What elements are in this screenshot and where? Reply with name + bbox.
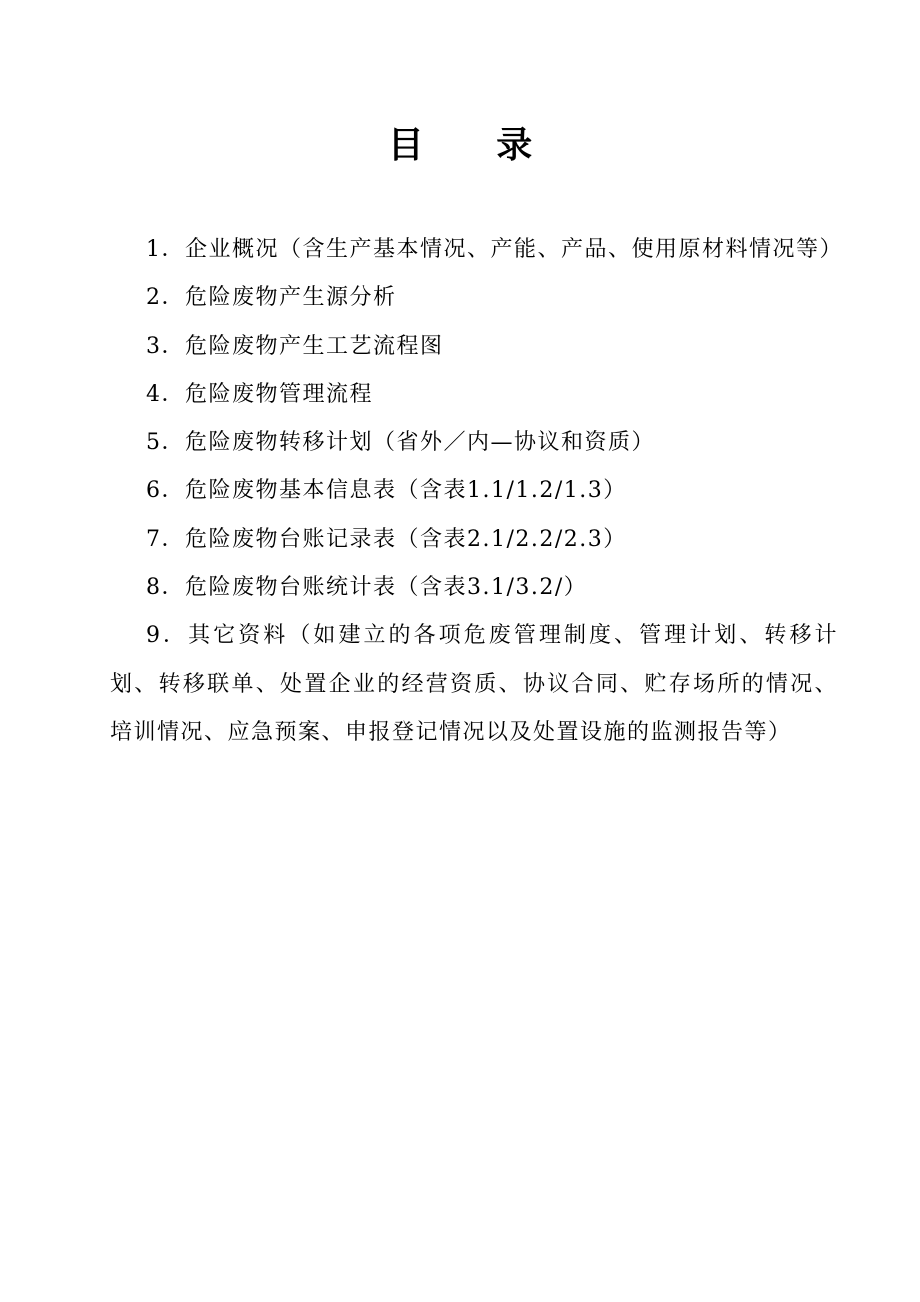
toc-item-5: 5．危险废物转移计划（省外／内—协议和资质）: [146, 430, 655, 456]
page-title: 目 录: [387, 125, 563, 166]
toc-item-1: 1．企业概况（含生产基本情况、产能、产品、使用原材料情况等）: [146, 237, 843, 262]
toc-item-4: 4．危险废物管理流程: [146, 381, 373, 407]
toc-item-6: 6．危险废物基本信息表（含表1.1/1.2/1.3）: [146, 478, 627, 504]
toc-item-2: 2．危险废物产生源分析: [146, 285, 397, 311]
table-of-contents: [110, 226, 843, 757]
toc-item-3: 3．危险废物产生工艺流程图: [146, 333, 444, 359]
toc-item-9: 9．其它资料（如建立的各项危废管理制度、管理计划、转移计划、转移联单、处置企业的经营资质、协议合同、贮存场所的情况、培训情况、应急预案、申报登记情况以及处置设施的监测报告等）: [110, 623, 838, 745]
toc-item-7: 7．危险废物台账记录表（含表2.1/2.2/2.3）: [146, 526, 627, 552]
toc-item-8: 8．危险废物台账统计表（含表3.1/3.2/）: [146, 575, 588, 601]
